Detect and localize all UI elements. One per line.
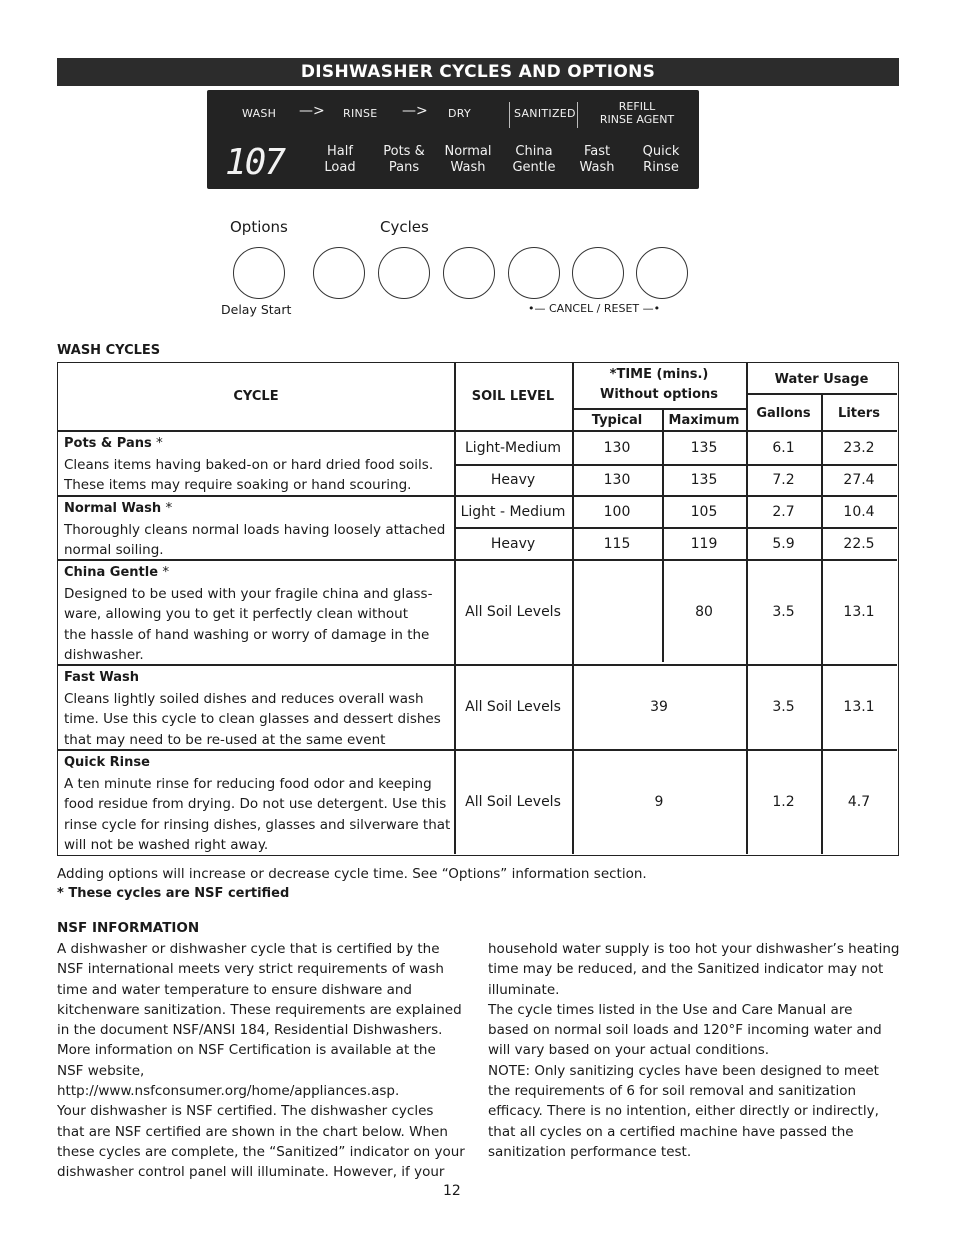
quick-rinse-button[interactable]	[636, 247, 688, 299]
cancel-reset-label: •— CANCEL / RESET —•	[528, 302, 661, 315]
time-typical: 115	[603, 536, 631, 552]
nsf-certified-note: * These cycles are NSF certified	[57, 886, 290, 901]
stage-wash-indicator: WASH	[242, 107, 277, 120]
water-gallons: 6.1	[772, 440, 795, 456]
time-typical: 100	[603, 504, 631, 520]
cycle-indicator-china-gentle: China Gentle	[512, 144, 556, 175]
options-label: Options	[230, 218, 288, 236]
wash-cycles-table	[57, 362, 899, 856]
arrow-icon: —>	[402, 103, 428, 119]
stage-rinse-indicator: RINSE	[343, 107, 378, 120]
water-gallons: 1.2	[772, 794, 795, 810]
water-liters: 4.7	[847, 794, 871, 810]
time-maximum: 135	[690, 472, 718, 488]
water-liters: 13.1	[843, 604, 875, 620]
water-gallons: 3.5	[772, 604, 795, 620]
cycle-description-normal-wash: Normal Wash * Thoroughly cleans normal loads having loosely attached normal soiling.	[64, 500, 446, 558]
cycles-label: Cycles	[380, 218, 429, 236]
soil-level: Light-Medium	[465, 440, 561, 456]
cycle-description-pots-pans: Pots & Pans * Cleans items having baked-on or hard dried food soils. These items may require soaking or hand scouring.	[64, 435, 434, 493]
soil-level: Heavy	[490, 536, 536, 552]
delay-start-label: Delay Start	[221, 302, 292, 317]
water-liters: 13.1	[843, 699, 875, 715]
cycle-description-china-gentle: China Gentle * Designed to be used with your fragile china and glass- ware, allowing you to get it perfectly clean without the hassle of hand washing or worry of damage in the dishwasher.	[64, 564, 433, 663]
maximum-column-header: Maximum	[668, 413, 740, 428]
water-liters: 22.5	[843, 536, 875, 552]
cycle-indicator-fast-wash: Fast Wash	[579, 144, 615, 175]
control-panel-display	[207, 90, 699, 189]
arrow-icon: —>	[299, 103, 325, 119]
nsf-paragraph-left: A dishwasher or dishwasher cycle that is certified by the NSF international meets very strict requirements of wash time and water temperature to ensure dishware and kitchenware sanitization. These requirements are explained in the document NSF/ANSI 184, Residential Dishwashers. More information on NSF Certification is available at the NSF website, http://www.nsfconsumer.org/home/appliances.asp. Your dishwasher is NSF certified. The dishwasher cycles that are NSF certified are shown in the chart below. When these cycles are complete, the “Sanitized” indicator on your dishwasher control panel will illuminate. However, if your	[57, 941, 465, 1181]
refill-rinse-agent-indicator: REFILL RINSE AGENT	[599, 100, 675, 126]
water-liters: 27.4	[843, 472, 875, 488]
soil-level: Light - Medium	[460, 504, 566, 520]
cycle-column-header: CYCLE	[233, 389, 279, 404]
typical-column-header: Typical	[591, 413, 643, 428]
cycle-indicator-quick-rinse: Quick Rinse	[642, 144, 680, 175]
time-typical: 130	[603, 472, 631, 488]
time-minutes: 39	[650, 699, 668, 715]
cycle-indicator-normal-wash: Normal Wash	[444, 144, 492, 175]
normal-wash-button[interactable]	[443, 247, 495, 299]
time-maximum: 119	[690, 536, 718, 552]
nsf-paragraph-right: household water supply is too hot your dishwasher’s heating time may be reduced, and the Sanitized indicator may not illuminate. The cycle times listed in the Use and Care Manual are based on normal soil loads and 120°F incoming water and will vary based on your actual conditions. NOTE: Only sanitizing cycles have been designed to meet the requirements of 6 for soil removal and sanitization efficacy. There is no intention, either directly or indirectly, that all cycles on a certified machine have passed the sanitization performance test.	[488, 941, 900, 1160]
time-subheader: Without options	[599, 387, 719, 402]
soil-level: All Soil Levels	[465, 699, 561, 715]
time-maximum: 135	[690, 440, 718, 456]
page-title: DISHWASHER CYCLES AND OPTIONS	[57, 58, 899, 86]
time-typical: 130	[603, 440, 631, 456]
time-minutes: 9	[654, 794, 664, 810]
water-gallons: 5.9	[772, 536, 795, 552]
fast-wash-button[interactable]	[572, 247, 624, 299]
time-maximum: 80	[695, 604, 713, 620]
stage-dry-indicator: DRY	[448, 107, 472, 120]
water-liters: 10.4	[843, 504, 875, 520]
options-note: Adding options will increase or decrease cycle time. See “Options” information section.	[57, 866, 647, 882]
divider	[577, 102, 578, 128]
nsf-information-heading: NSF INFORMATION	[57, 920, 200, 936]
water-gallons: 3.5	[772, 699, 795, 715]
delay-start-button[interactable]	[233, 247, 285, 299]
page-number: 12	[443, 1183, 461, 1199]
half-load-button[interactable]	[313, 247, 365, 299]
soil-level-column-header: SOIL LEVEL	[471, 389, 555, 404]
wash-cycles-heading: WASH CYCLES	[57, 343, 161, 358]
cycle-indicator-pots-pans: Pots & Pans	[383, 144, 425, 175]
water-liters: 23.2	[843, 440, 875, 456]
divider	[509, 102, 510, 128]
soil-level: Heavy	[490, 472, 536, 488]
water-gallons: 7.2	[772, 472, 795, 488]
soil-level: All Soil Levels	[465, 604, 561, 620]
pots-pans-button[interactable]	[378, 247, 430, 299]
soil-level: All Soil Levels	[465, 794, 561, 810]
sanitized-indicator: SANITIZED	[514, 107, 576, 120]
time-maximum: 105	[690, 504, 718, 520]
water-gallons: 2.7	[772, 504, 795, 520]
cycle-description-quick-rinse: Quick Rinse A ten minute rinse for reducing food odor and keeping food residue from drying. Do not use detergent. Use this rinse cycle for rinsing dishes, glasses and silverware that will not be washed right away.	[64, 755, 451, 853]
time-column-header: *TIME (mins.)	[609, 367, 709, 382]
cycle-indicator-half-load: Half Load	[324, 144, 356, 175]
cycle-description-fast-wash: Fast Wash Cleans lightly soiled dishes and reduces overall wash time. Use this cycle to clean glasses and dessert dishes that may need to be re-used at the same event	[64, 670, 441, 748]
water-usage-header: Water Usage	[774, 372, 869, 387]
time-display-digits: 107	[225, 142, 285, 183]
china-gentle-button[interactable]	[508, 247, 560, 299]
liters-column-header: Liters	[838, 406, 880, 421]
nsf-website-link[interactable]: http://www.nsfconsumer.org/home/appliances.asp.	[57, 1083, 400, 1100]
gallons-column-header: Gallons	[756, 406, 811, 421]
